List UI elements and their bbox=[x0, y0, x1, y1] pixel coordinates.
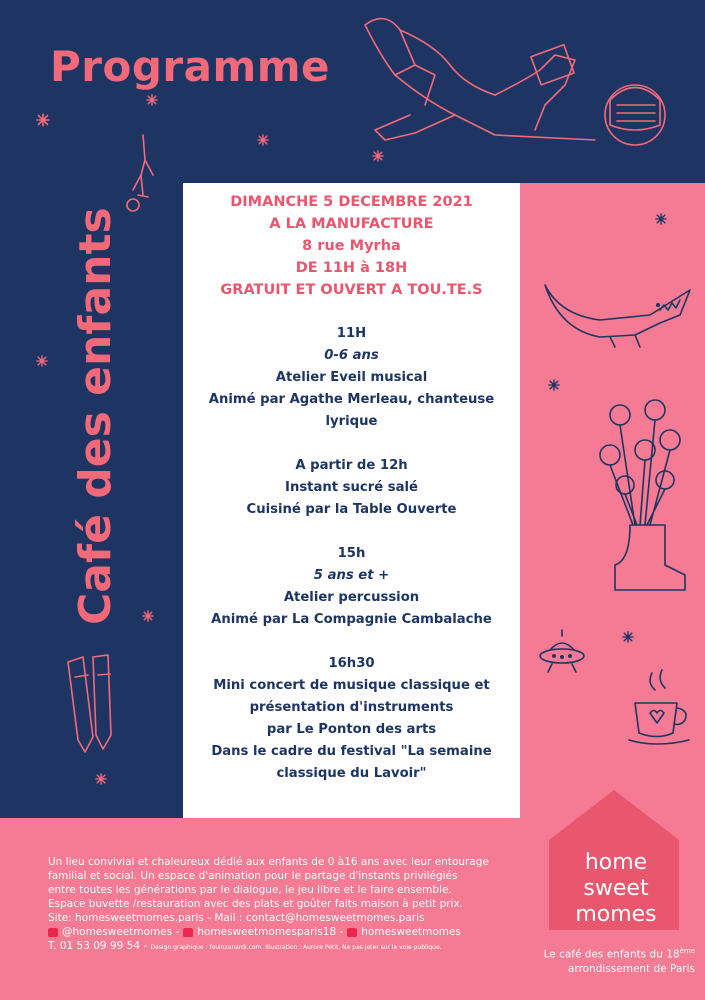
event-price: GRATUIT ET OUVERT A TOU.TE.S bbox=[220, 282, 483, 298]
block-line: présentation d'instruments bbox=[249, 700, 454, 715]
event-hours: DE 11H à 18H bbox=[295, 260, 408, 276]
description-line: entre toutes les générations par le dialogue, le jeu libre et le faire ensemble. bbox=[48, 884, 452, 896]
coffee-cup-illustration bbox=[627, 668, 697, 748]
program-card bbox=[183, 183, 520, 818]
event-address: 8 rue Myrha bbox=[302, 238, 401, 254]
social-links bbox=[48, 925, 518, 939]
event-venue: A LA MANUFACTURE bbox=[269, 216, 434, 232]
phone-number[interactable]: T. 01 53 09 99 54 - bbox=[48, 940, 148, 952]
logo-line: momes bbox=[575, 902, 657, 927]
program-block bbox=[183, 543, 520, 631]
tagline-text: Le café des enfants du 18 bbox=[543, 948, 680, 961]
description-line: Espace buvette /restauration avec des plats et goûter faits maison à petit prix. bbox=[48, 898, 464, 910]
brand-logo bbox=[556, 850, 676, 928]
instagram-handle[interactable]: homesweetmomes bbox=[361, 926, 461, 938]
boot-flowers-illustration bbox=[585, 395, 695, 595]
instagram-icon[interactable] bbox=[347, 928, 357, 937]
reading-child-illustration bbox=[355, 5, 675, 165]
star-icon bbox=[36, 113, 50, 127]
tagline-line: arrondissement de Paris bbox=[568, 962, 695, 975]
star-icon bbox=[95, 773, 107, 785]
twitter-icon[interactable] bbox=[48, 928, 58, 937]
block-line: classique du Lavoir" bbox=[276, 766, 427, 781]
program-block bbox=[183, 323, 520, 433]
pencils-illustration bbox=[63, 647, 123, 757]
block-time: A partir de 12h bbox=[295, 458, 408, 473]
block-time: 11H bbox=[336, 326, 367, 341]
star-icon bbox=[257, 134, 269, 146]
vertical-title-area bbox=[30, 205, 121, 625]
star-icon bbox=[146, 94, 158, 106]
block-time: 15h bbox=[337, 546, 366, 561]
block-age: 0-6 ans bbox=[324, 348, 379, 363]
ufo-illustration bbox=[532, 628, 592, 678]
star-icon bbox=[548, 379, 560, 391]
program-block bbox=[183, 653, 520, 785]
program-block bbox=[183, 455, 520, 521]
youtube-handle[interactable]: homesweetmomesparis18 - bbox=[197, 926, 344, 938]
logo-line: home bbox=[584, 850, 648, 875]
description-line: Un lieu convivial et chaleureux dédié aux enfants de 0 à16 ans avec leur entourage bbox=[48, 856, 489, 868]
block-line: Animé par La Compagnie Cambalache bbox=[211, 612, 492, 627]
logo-line: sweet bbox=[583, 876, 649, 901]
phone-line bbox=[48, 939, 518, 955]
youtube-icon[interactable] bbox=[183, 928, 193, 937]
brand-tagline bbox=[495, 944, 695, 976]
block-line: Atelier percussion bbox=[283, 590, 420, 605]
block-line: Mini concert de musique classique et bbox=[213, 678, 490, 693]
block-line: Atelier Eveil musical bbox=[275, 370, 428, 385]
block-line: Instant sucré salé bbox=[285, 480, 418, 495]
block-line: Dans le cadre du festival "La semaine bbox=[211, 744, 492, 759]
block-line: lyrique bbox=[325, 414, 378, 429]
credits: Design graphique : fouinzanardi.com. Illustration : Aurore Petit. Ne pas jeter sur la voie publique. bbox=[150, 944, 442, 951]
crocodile-illustration bbox=[540, 275, 700, 355]
star-icon bbox=[622, 631, 634, 643]
page-title: Programme bbox=[50, 42, 330, 91]
block-line: Animé par Agathe Merleau, chanteuse bbox=[208, 392, 495, 407]
block-line: par Le Ponton des arts bbox=[266, 722, 437, 737]
event-header bbox=[183, 191, 520, 301]
contact-line[interactable]: Site: homesweetmomes.paris - Mail : contact@homesweetmomes.paris bbox=[48, 912, 425, 924]
block-time: 16h30 bbox=[328, 656, 375, 671]
twitter-handle[interactable]: @homesweetmomes - bbox=[62, 926, 180, 938]
block-age: 5 ans et + bbox=[313, 568, 390, 583]
star-icon bbox=[655, 213, 667, 225]
tagline-sup: ème bbox=[679, 947, 695, 955]
star-icon bbox=[142, 610, 154, 622]
event-date: DIMANCHE 5 DECEMBRE 2021 bbox=[230, 194, 473, 210]
block-line: Cuisiné par la Table Ouverte bbox=[246, 502, 457, 517]
footer-description bbox=[48, 855, 518, 955]
acrobat-illustration bbox=[123, 135, 163, 215]
tagline-line bbox=[495, 944, 695, 962]
vertical-title: Café des enfants bbox=[70, 207, 121, 625]
star-icon bbox=[36, 355, 48, 367]
description-line: familial et social. Un espace d'animation pour le partage d'instants privilégiés bbox=[48, 870, 458, 882]
